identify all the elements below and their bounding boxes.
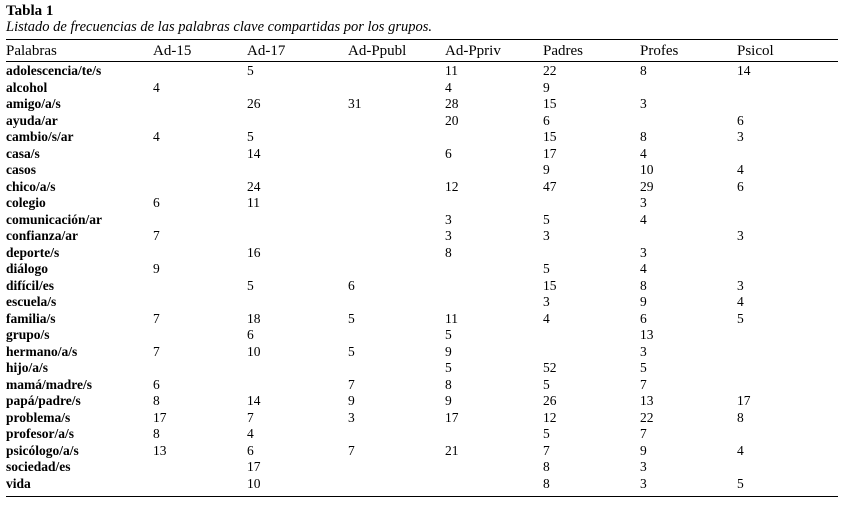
frequency-cell	[348, 162, 445, 179]
frequency-cell: 10	[640, 162, 654, 177]
frequency-cell: 6	[153, 195, 160, 210]
column-header-padres: Padres	[543, 40, 640, 62]
frequency-cell: 14	[737, 63, 751, 78]
frequency-cell: 5	[543, 376, 550, 392]
table-row	[6, 245, 838, 262]
frequency-cell: 21	[445, 442, 459, 458]
frequency-cell: 20	[445, 112, 459, 128]
table-row	[6, 195, 838, 212]
frequency-cell	[348, 476, 445, 497]
frequency-cell: 8	[737, 409, 744, 425]
frequency-cell	[737, 261, 838, 278]
frequency-cell: 4	[737, 442, 744, 458]
frequency-cell	[348, 228, 445, 245]
frequency-cell	[247, 294, 348, 311]
frequency-cell: 4	[640, 261, 647, 276]
frequency-cell: 17	[247, 459, 261, 474]
frequency-cell	[640, 228, 737, 245]
frequency-cell	[153, 245, 247, 262]
frequency-cell: 4	[247, 426, 254, 441]
frequency-cell: 9	[445, 343, 452, 359]
frequency-cell: 3	[543, 228, 550, 243]
keyword-cell: psicólogo/a/s	[6, 442, 79, 458]
keyword-cell: amigo/a/s	[6, 96, 61, 111]
column-header-ad-15: Ad-15	[153, 40, 247, 62]
frequency-cell: 4	[737, 162, 744, 177]
frequency-cell: 9	[153, 261, 160, 276]
frequency-cell: 3	[348, 409, 355, 425]
frequency-cell	[153, 360, 247, 377]
frequency-cell: 47	[543, 178, 557, 194]
frequency-cell: 17	[543, 145, 557, 161]
keyword-cell: profesor/a/s	[6, 426, 74, 441]
table-row	[6, 344, 838, 361]
keyword-cell: adolescencia/te/s	[6, 63, 102, 78]
table-row	[6, 459, 838, 476]
frequency-cell	[543, 344, 640, 361]
frequency-cell: 5	[737, 310, 744, 326]
frequency-cell	[445, 195, 543, 212]
table-row	[6, 393, 838, 410]
frequency-cell: 8	[543, 459, 550, 474]
table-row	[6, 278, 838, 295]
table-row	[6, 426, 838, 443]
frequency-cell	[737, 377, 838, 394]
keyword-cell: alcohol	[6, 79, 48, 95]
table-row	[6, 360, 838, 377]
frequency-cell: 11	[445, 63, 458, 78]
frequency-cell: 5	[543, 211, 550, 227]
frequency-cell	[247, 162, 348, 179]
frequency-cell: 6	[348, 277, 355, 293]
frequency-cell	[247, 212, 348, 229]
keyword-cell: hermano/a/s	[6, 343, 78, 359]
frequency-cell: 4	[640, 145, 647, 161]
frequency-cell: 3	[640, 96, 647, 111]
frequency-cell: 8	[640, 129, 647, 144]
frequency-cell: 13	[640, 327, 654, 342]
frequency-cell	[737, 360, 838, 377]
frequency-table	[6, 39, 838, 497]
frequency-cell	[348, 129, 445, 146]
frequency-cell	[247, 261, 348, 278]
frequency-cell	[153, 278, 247, 295]
frequency-cell: 17	[737, 393, 751, 408]
frequency-cell	[737, 426, 838, 443]
keyword-cell: hijo/a/s	[6, 360, 49, 375]
frequency-cell	[348, 80, 445, 97]
frequency-cell	[153, 459, 247, 476]
frequency-cell	[348, 113, 445, 130]
frequency-cell: 7	[348, 442, 355, 458]
frequency-cell: 15	[543, 277, 557, 293]
frequency-cell: 9	[543, 79, 550, 95]
frequency-cell	[153, 294, 247, 311]
table-row	[6, 62, 838, 80]
frequency-cell	[348, 327, 445, 344]
frequency-cell: 29	[640, 178, 654, 194]
frequency-cell: 10	[247, 476, 348, 497]
table-row	[6, 162, 838, 179]
frequency-cell: 17	[445, 409, 459, 425]
frequency-cell	[737, 245, 838, 262]
frequency-cell	[737, 459, 838, 476]
frequency-cell	[737, 80, 838, 97]
frequency-cell: 9	[445, 393, 452, 408]
frequency-cell	[348, 62, 445, 80]
frequency-cell: 6	[640, 310, 647, 326]
frequency-cell	[247, 377, 348, 394]
frequency-cell: 12	[543, 409, 557, 425]
frequency-cell: 7	[640, 426, 647, 441]
frequency-cell: 10	[247, 343, 261, 359]
frequency-cell: 14	[247, 145, 261, 161]
frequency-cell: 7	[348, 376, 355, 392]
table-row	[6, 377, 838, 394]
table-row	[6, 228, 838, 245]
frequency-cell	[445, 162, 543, 179]
frequency-cell	[153, 327, 247, 344]
frequency-cell: 3	[640, 244, 647, 260]
frequency-cell: 4	[153, 129, 160, 144]
column-header-ad-17: Ad-17	[247, 40, 348, 62]
table-row	[6, 179, 838, 196]
frequency-cell	[348, 179, 445, 196]
keyword-cell: familia/s	[6, 310, 56, 326]
frequency-cell	[153, 146, 247, 163]
frequency-cell: 4	[737, 294, 744, 309]
frequency-cell: 6	[445, 145, 452, 161]
table-row	[6, 443, 838, 460]
frequency-cell: 3	[640, 459, 647, 474]
frequency-cell: 22	[640, 409, 654, 425]
frequency-cell: 9	[640, 294, 647, 309]
table-row	[6, 410, 838, 427]
frequency-cell	[445, 261, 543, 278]
frequency-cell: 5	[348, 310, 355, 326]
frequency-cell	[247, 80, 348, 97]
frequency-cell: 9	[348, 393, 355, 408]
frequency-cell	[445, 476, 543, 497]
frequency-cell	[445, 278, 543, 295]
keyword-cell: sociedad/es	[6, 459, 71, 474]
frequency-cell: 3	[640, 476, 737, 497]
keyword-cell: comunicación/ar	[6, 211, 102, 227]
frequency-cell: 22	[543, 63, 557, 78]
table-row	[6, 96, 838, 113]
frequency-cell: 31	[348, 96, 362, 111]
frequency-cell	[348, 426, 445, 443]
frequency-cell: 7	[153, 343, 160, 359]
frequency-cell: 18	[247, 310, 261, 326]
frequency-cell	[445, 294, 543, 311]
frequency-cell: 5	[445, 360, 452, 375]
keyword-cell: casos	[6, 162, 36, 177]
frequency-cell	[348, 294, 445, 311]
frequency-cell	[153, 179, 247, 196]
frequency-cell: 7	[153, 310, 160, 326]
frequency-cell: 52	[543, 360, 557, 375]
frequency-cell	[247, 113, 348, 130]
frequency-cell	[640, 113, 737, 130]
frequency-cell: 8	[445, 244, 452, 260]
header-row	[6, 40, 838, 62]
table-row	[6, 212, 838, 229]
frequency-cell: 4	[153, 79, 160, 95]
frequency-cell	[348, 459, 445, 476]
keyword-cell: vida	[6, 476, 153, 497]
frequency-cell: 8	[640, 277, 647, 293]
frequency-cell: 11	[445, 310, 458, 326]
keyword-cell: problema/s	[6, 409, 71, 425]
frequency-cell	[737, 327, 838, 344]
frequency-cell: 24	[247, 178, 261, 194]
frequency-cell: 8	[445, 376, 452, 392]
frequency-cell	[247, 228, 348, 245]
table-title: Tabla 1	[6, 3, 54, 19]
frequency-cell: 3	[640, 195, 647, 210]
frequency-cell: 3	[737, 228, 744, 243]
frequency-cell: 9	[640, 442, 647, 458]
frequency-cell: 28	[445, 96, 459, 111]
frequency-cell: 14	[247, 393, 261, 408]
column-header-palabras: Palabras	[6, 40, 153, 62]
table-row	[6, 80, 838, 97]
frequency-cell	[348, 245, 445, 262]
frequency-cell	[348, 146, 445, 163]
frequency-cell: 4	[543, 310, 550, 326]
keyword-cell: ayuda/ar	[6, 112, 58, 128]
keyword-cell: diálogo	[6, 261, 49, 276]
frequency-cell: 3	[640, 343, 647, 359]
frequency-cell: 5	[543, 426, 550, 441]
frequency-cell: 3	[445, 228, 452, 243]
frequency-cell: 13	[153, 442, 167, 458]
table-row	[6, 327, 838, 344]
column-header-profes: Profes	[640, 40, 737, 62]
frequency-cell: 5	[247, 129, 254, 144]
frequency-cell: 7	[247, 409, 254, 425]
frequency-cell: 8	[640, 63, 647, 78]
column-header-psicol: Psicol	[737, 40, 838, 62]
keyword-cell: papá/padre/s	[6, 393, 81, 408]
frequency-cell: 3	[737, 129, 744, 144]
table-row	[6, 476, 838, 497]
frequency-cell: 6	[737, 112, 744, 128]
keyword-cell: confianza/ar	[6, 228, 78, 243]
frequency-cell	[153, 162, 247, 179]
frequency-cell	[737, 212, 838, 229]
frequency-cell: 8	[543, 476, 640, 497]
frequency-cell	[445, 129, 543, 146]
frequency-cell: 11	[247, 195, 260, 210]
frequency-cell	[348, 360, 445, 377]
frequency-cell: 13	[640, 393, 654, 408]
frequency-cell	[737, 146, 838, 163]
frequency-cell	[348, 261, 445, 278]
keyword-cell: difícil/es	[6, 277, 54, 293]
frequency-cell	[543, 327, 640, 344]
keyword-cell: cambio/s/ar	[6, 129, 74, 144]
frequency-cell	[348, 195, 445, 212]
frequency-cell	[153, 212, 247, 229]
frequency-cell: 6	[247, 327, 254, 342]
frequency-cell: 17	[153, 409, 167, 425]
frequency-cell	[543, 195, 640, 212]
frequency-cell: 5	[543, 261, 550, 276]
frequency-cell: 15	[543, 129, 557, 144]
frequency-cell: 5	[348, 343, 355, 359]
column-header-ad-ppubl: Ad-Ppubl	[348, 40, 445, 62]
frequency-cell: 5	[247, 63, 254, 78]
frequency-cell: 5	[247, 277, 254, 293]
frequency-cell	[640, 80, 737, 97]
frequency-cell: 6	[153, 376, 160, 392]
frequency-cell	[737, 195, 838, 212]
frequency-cell: 4	[640, 211, 647, 227]
frequency-cell: 16	[247, 244, 261, 260]
frequency-cell: 12	[445, 178, 459, 194]
frequency-cell: 7	[153, 228, 160, 243]
column-header-ad-ppriv: Ad-Ppriv	[445, 40, 543, 62]
frequency-cell	[153, 96, 247, 113]
keyword-cell: casa/s	[6, 145, 40, 161]
frequency-cell: 3	[543, 294, 550, 309]
document	[6, 3, 838, 497]
frequency-cell: 6	[543, 112, 550, 128]
table-body	[6, 62, 838, 497]
frequency-cell	[737, 344, 838, 361]
table-caption: Listado de frecuencias de las palabras clave compartidas por los grupos.	[6, 19, 432, 35]
frequency-cell: 8	[153, 393, 160, 408]
keyword-cell: escuela/s	[6, 294, 57, 309]
table-row	[6, 311, 838, 328]
frequency-cell	[348, 212, 445, 229]
frequency-cell: 3	[445, 211, 452, 227]
table-row	[6, 113, 838, 130]
frequency-cell: 26	[247, 96, 261, 111]
frequency-cell	[543, 245, 640, 262]
frequency-cell: 3	[737, 277, 744, 293]
frequency-cell: 5	[445, 327, 452, 342]
table-row	[6, 129, 838, 146]
frequency-cell: 7	[640, 376, 647, 392]
table-row	[6, 294, 838, 311]
frequency-cell	[153, 113, 247, 130]
keyword-cell: colegio	[6, 195, 46, 210]
frequency-cell	[445, 459, 543, 476]
frequency-cell: 7	[543, 442, 550, 458]
frequency-cell: 4	[445, 79, 452, 95]
frequency-cell: 6	[247, 442, 254, 458]
frequency-cell: 8	[153, 426, 160, 441]
keyword-cell: chico/a/s	[6, 178, 56, 194]
frequency-cell	[153, 62, 247, 80]
keyword-cell: grupo/s	[6, 327, 50, 342]
frequency-cell: 5	[640, 360, 647, 375]
frequency-cell	[247, 360, 348, 377]
keyword-cell: deporte/s	[6, 244, 60, 260]
frequency-cell	[737, 96, 838, 113]
table-row	[6, 146, 838, 163]
frequency-cell	[153, 476, 247, 497]
keyword-cell: mamá/madre/s	[6, 376, 92, 392]
frequency-cell	[445, 426, 543, 443]
table-row	[6, 261, 838, 278]
frequency-cell: 5	[737, 476, 838, 497]
frequency-cell: 6	[737, 178, 744, 194]
frequency-cell: 9	[543, 162, 550, 177]
frequency-cell: 15	[543, 96, 557, 111]
frequency-cell: 26	[543, 393, 557, 408]
